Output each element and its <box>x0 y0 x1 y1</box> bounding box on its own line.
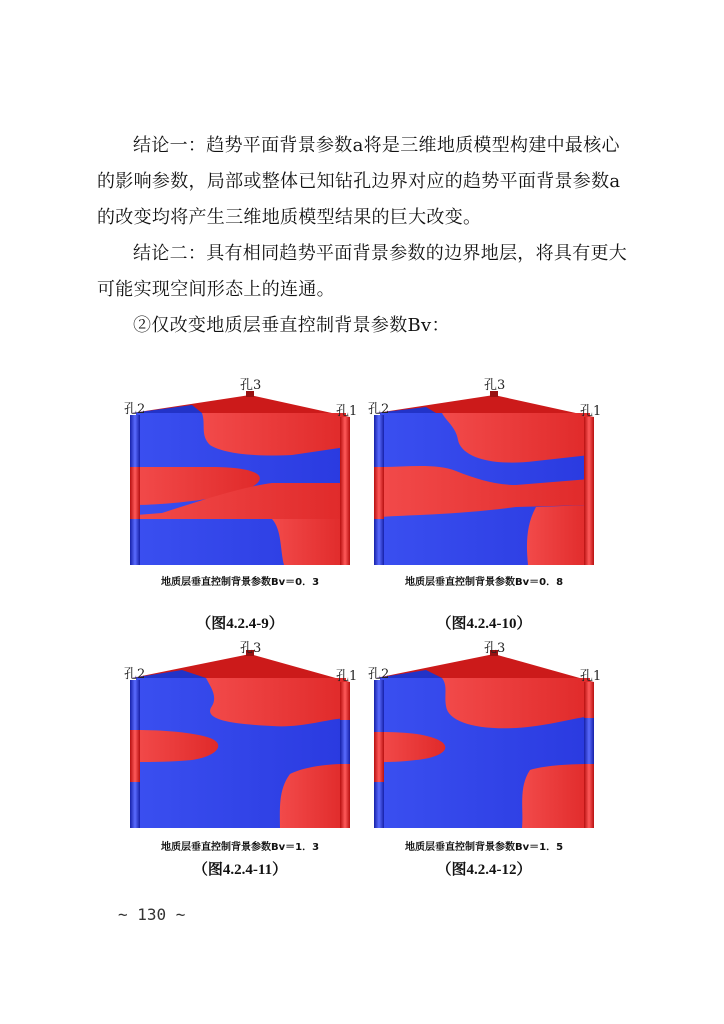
figure-label-9: （图4.2.4-9） <box>196 616 284 632</box>
figure-bv-0-3 <box>122 375 358 595</box>
hole-3-label: 孔3 <box>240 641 262 656</box>
hole-1-label: 孔1 <box>580 404 602 419</box>
figure-label-10: （图4.2.4-10） <box>436 616 532 632</box>
figure-caption: 地质层垂直控制背景参数Bv＝0．3 <box>160 577 320 588</box>
geology-model-0-8 <box>366 375 602 595</box>
hole-1-label: 孔1 <box>580 669 602 684</box>
page-number: ~ 130 ~ <box>118 905 186 924</box>
figure-caption: 地质层垂直控制背景参数Bv＝1．5 <box>404 842 564 853</box>
hole-3-label: 孔3 <box>484 378 506 393</box>
geology-model-1-5 <box>366 640 602 860</box>
geology-model-0-3 <box>122 375 358 595</box>
hole-3-label: 孔3 <box>240 378 262 393</box>
hole-2-label: 孔2 <box>124 402 146 417</box>
hole-2-label: 孔2 <box>124 667 146 682</box>
figure-caption: 地质层垂直控制背景参数Bv＝0．8 <box>404 577 564 588</box>
hole-1-label: 孔1 <box>336 404 358 419</box>
hole-2-label: 孔2 <box>368 667 390 682</box>
hole-1-label: 孔1 <box>336 669 358 684</box>
hole-2-label: 孔2 <box>368 402 390 417</box>
figure-bv-0-8 <box>366 375 602 595</box>
paragraph-conclusion-1: 结论一：趋势平面背景参数a将是三维地质模型构建中最核心的影响参数，局部或整体已知钻孔边界对应的趋势平面背景参数a的改变均将产生三维地质模型结果的巨大改变。 <box>97 135 621 228</box>
paragraph-bv-heading: ②仅改变地质层垂直控制背景参数Bv： <box>133 315 450 336</box>
figure-label-12: （图4.2.4-12） <box>436 862 532 878</box>
figure-caption: 地质层垂直控制背景参数Bv＝1．3 <box>160 842 320 853</box>
hole-3-label: 孔3 <box>484 641 506 656</box>
figure-bv-1-3 <box>122 640 358 860</box>
geology-model-1-3 <box>122 640 358 860</box>
paragraph-conclusion-2: 结论二：具有相同趋势平面背景参数的边界地层，将具有更大可能实现空间形态上的连通。 <box>97 243 628 300</box>
figure-label-11: （图4.2.4-11） <box>192 862 288 878</box>
figure-bv-1-5 <box>366 640 602 860</box>
